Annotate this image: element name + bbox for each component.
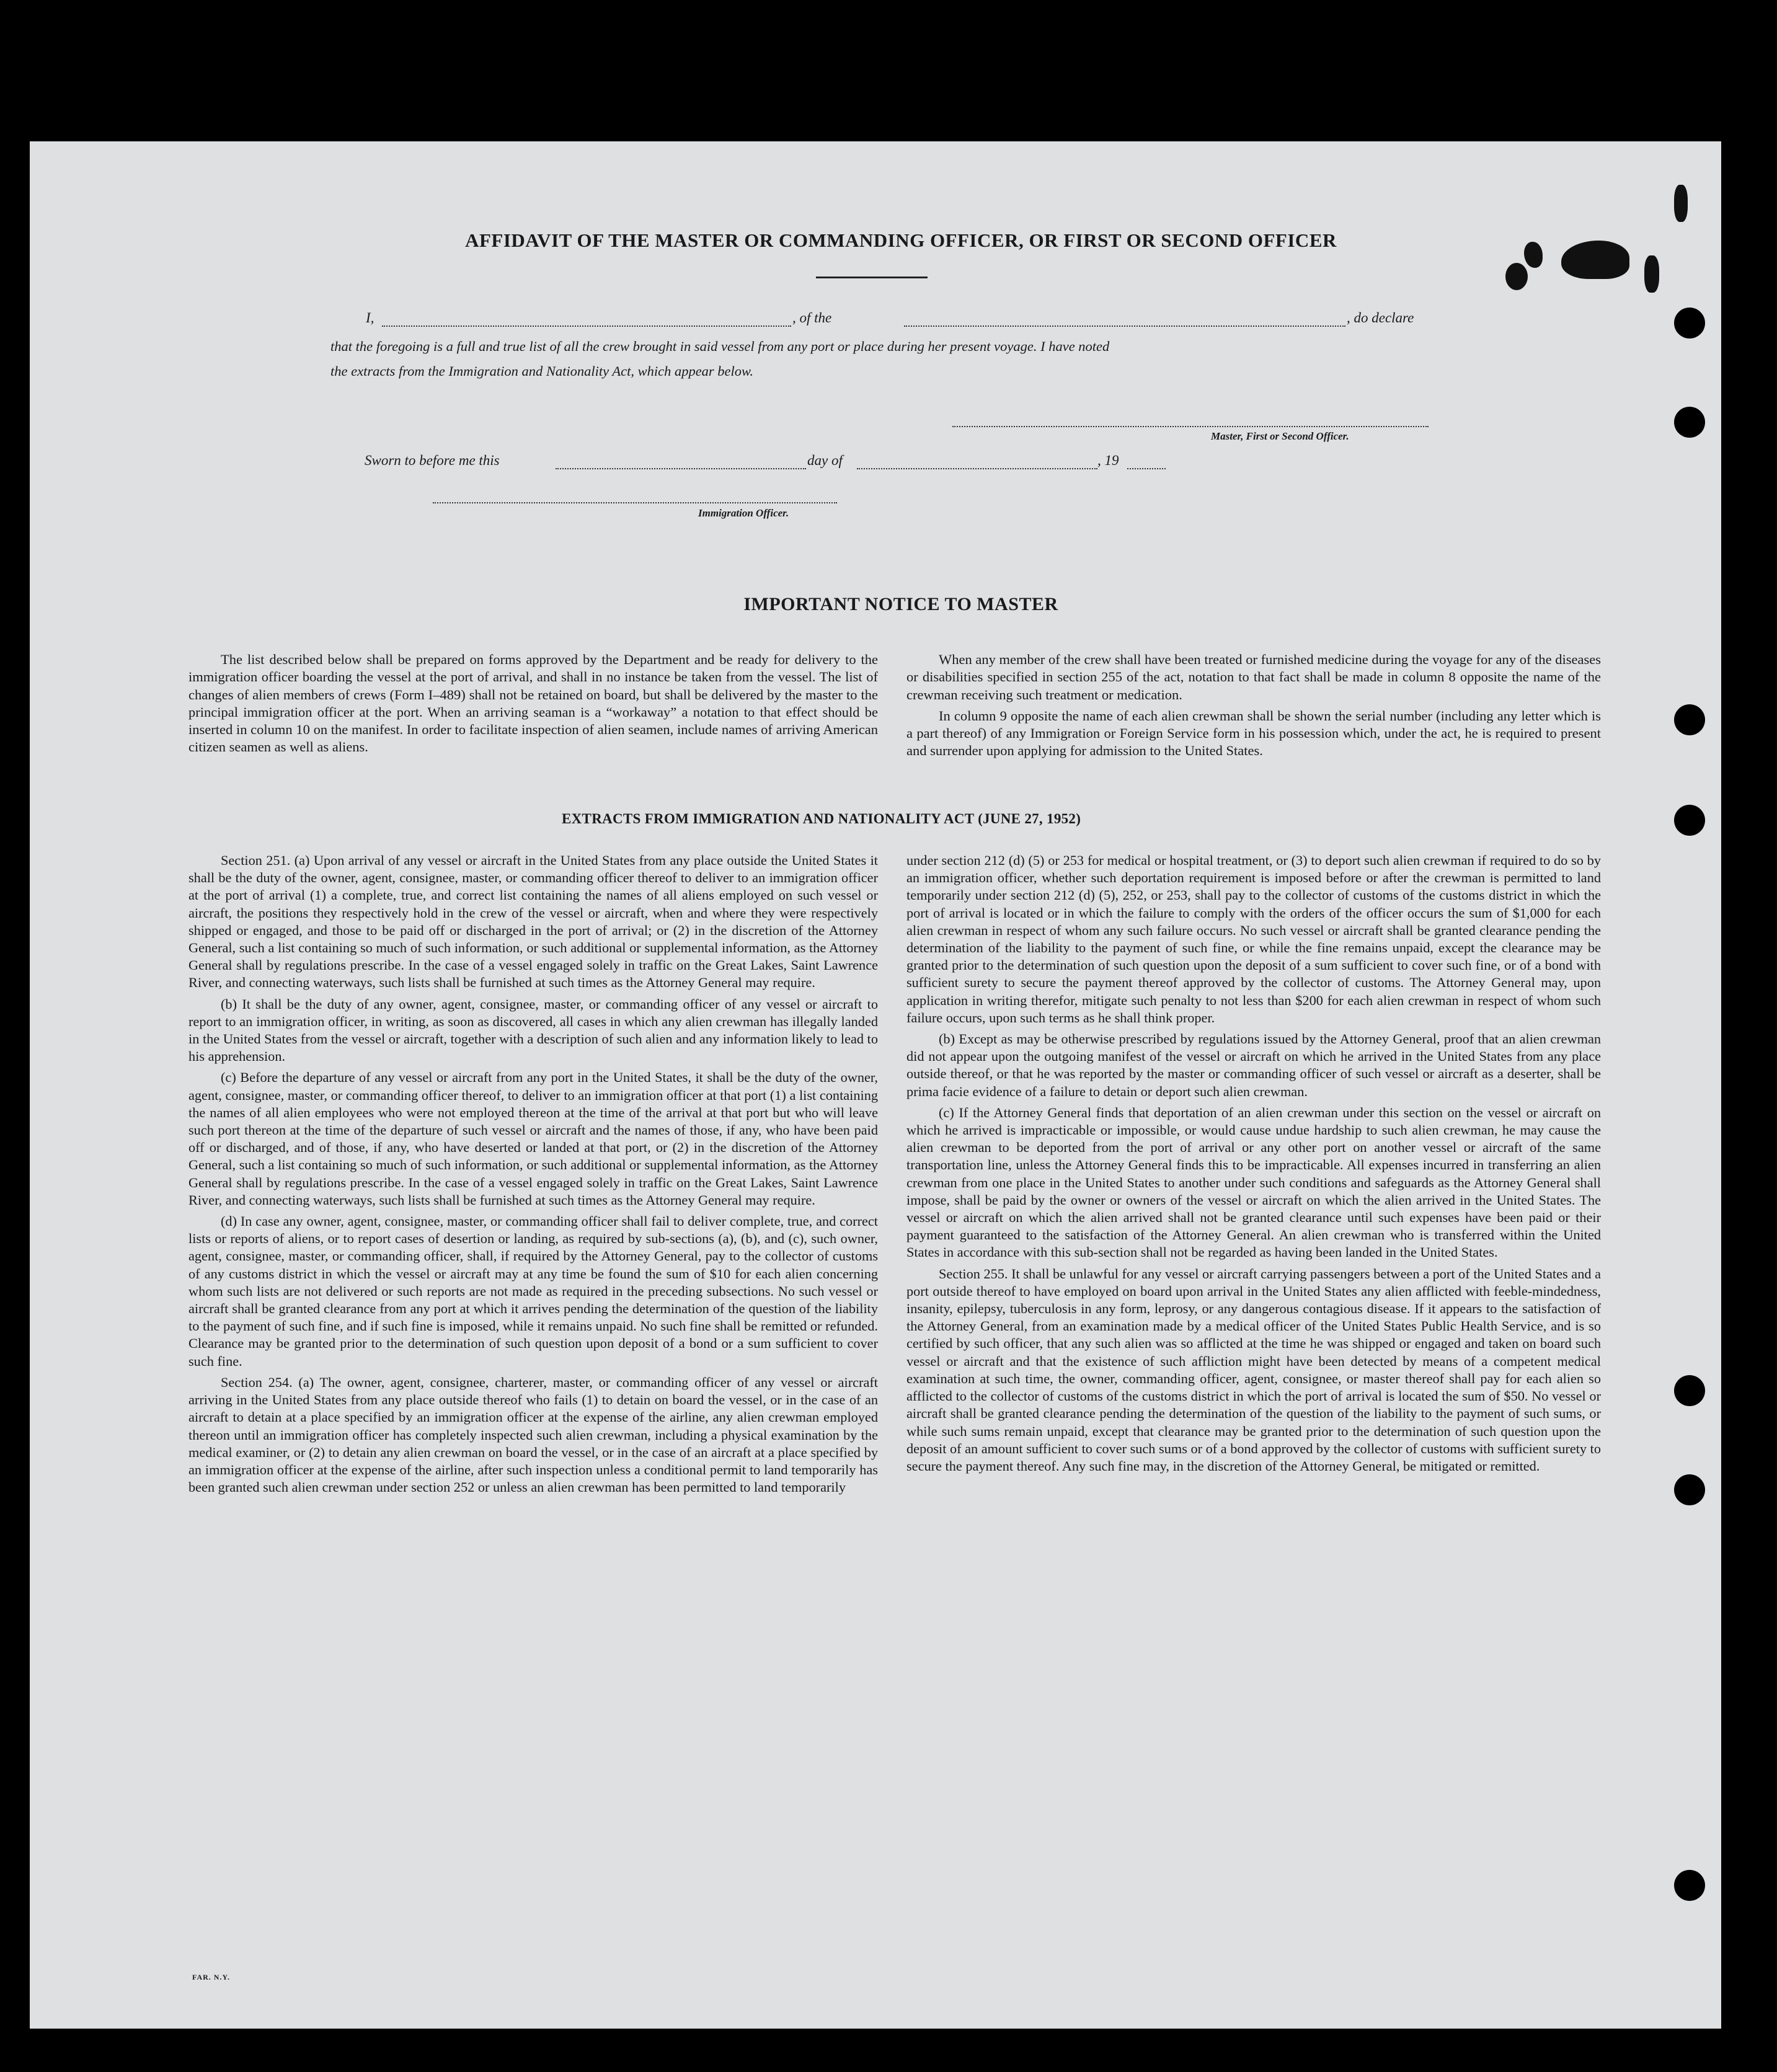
binder-hole — [1674, 1474, 1705, 1505]
sworn-month-field[interactable] — [857, 468, 1097, 469]
extracts-title: EXTRACTS FROM IMMIGRATION AND NATIONALITY ACT (JUNE 27, 1952) — [562, 811, 1081, 826]
notice-right-column — [906, 651, 1601, 764]
vessel-field[interactable] — [904, 325, 1345, 327]
affidavit-title: AFFIDAVIT OF THE MASTER OR COMMANDING OFFICER, OR FIRST OR SECOND OFFICER — [465, 229, 1337, 251]
sworn-year-field[interactable] — [1127, 468, 1166, 469]
master-signature-field[interactable] — [952, 426, 1429, 427]
sworn-label: Sworn to before me this — [365, 453, 500, 468]
section-254-b: (b) Except as may be otherwise prescribed by regulations issued by the Attorney General, proof that an alien crewman did not appear upon the outgoing manifest of the vessel or aircraft on which he arrived in the United States from any place outside thereof, or that he was reported by the master or commanding officer of such vessel or aircraft as a deserter, shall be prima facie evidence of a failure to detain or deport such alien crewman. — [906, 1031, 1601, 1099]
section-254-a: Section 254. (a) The owner, agent, consignee, charterer, master, or commanding officer of any vessel or aircraft arriving in the United States from any place outside thereof who fails (1) to detain on board the vessel, or in the case of an aircraft to detain at a place specified by an immigration officer at the expense of the airline, any alien crewman employed thereon until an immigration officer has completely inspected such alien crewman, including a physical examination by the medical examiner, or (2) to detain any alien crewman on board the vessel, or in the case of an aircraft at a place specified by an immigration officer at the expense of the airline, after such inspection unless a conditional permit to land temporarily has been granted such alien crewman under section 252 or unless an alien crewman has been permitted to land temporarily — [188, 1374, 878, 1495]
affidavit-i-label: I, — [366, 310, 374, 325]
binder-hole — [1674, 308, 1705, 339]
section-251-c: (c) Before the departure of any vessel or aircraft from any port in the United States, it shall be the duty of the owner, agent, consignee, master, or commanding officer thereof, to deliver to an immigration officer at that port (1) a list containing the names of all alien employees who were not employed thereon at the time of the arrival at that port but who will leave such port thereon at the time of the departure of such vessel or aircraft and the names of those, if any, who have been paid off or discharged, and of those, if any, who have deserted or landed at that port, or (2) in the discretion of the Attorney General, such a list containing so much of such information, or such additional or supplemental information, as the Attorney General shall by regulations prescribe. In the case of a vessel engaged solely in traffic on the Great Lakes, Saint Lawrence River, and connecting waterways, such lists shall be furnished at such times as the Attorney General may require. — [188, 1069, 878, 1208]
immigration-officer-caption: Immigration Officer. — [698, 507, 789, 519]
section-251-a: Section 251. (a) Upon arrival of any vessel or aircraft in the United States from any place outside the United States it shall be the duty of the owner, agent, consignee, master, or commanding officer thereof to deliver to an immigration officer at the port of arrival (1) a complete, true, and correct list containing the names of all aliens employed on such vessel or aircraft, the positions they respectively hold in the crew of the vessel or aircraft, when and where they were respectively shipped or engaged, and those to be paid off or discharged in the port of arrival; or (2) in the discretion of the Attorney General, such a list containing so much of such information, or such additional or supplemental information, as the Attorney General shall by regulations prescribe. In the case of a vessel engaged solely in traffic on the Great Lakes, Saint Lawrence River, and connecting waterways, such lists shall be furnished at such times as the Attorney General may require. — [188, 852, 878, 991]
day-of-label: day of — [807, 453, 843, 468]
notice-left-paragraph: The list described below shall be prepared on forms approved by the Department and be ready for delivery to the immigration officer boarding the vessel at the port of arrival, and shall in no instance be taken from the vessel. The list of changes of alien members of crews (Form I–489) shall not be retained on board, but shall be delivered by the master to the principal immigration officer at the port. When an arriving seaman is a “workaway” a notation to that effect should be inserted in column 10 on the manifest. In order to facilitate inspection of alien seamen, include names of arriving American citizen seamen as well as aliens. — [188, 652, 878, 755]
document-page — [30, 141, 1721, 2029]
sworn-day-field[interactable] — [556, 468, 806, 469]
binder-hole — [1674, 805, 1705, 836]
affidavit-statement-line-1: that the foregoing is a full and true list of all the crew brought in said vessel from any port or place during her present voyage. I have noted — [330, 339, 1110, 354]
section-254-a-continued: under section 212 (d) (5) or 253 for medical or hospital treatment, or (3) to deport such alien crewman if required to do so by an immigration officer, whether such deportation requirement is imposed before or after the crewman is permitted to land temporarily under section 212 (d) (5), 252, or 253, shall pay to the collector of customs of the customs district in which the port of arrival is located or in which the failure to comply with the orders of the officer occurs the sum of $1,000 for each alien crewman in respect of whom any such failure occurs. No such vessel or aircraft shall be granted clearance pending the determination of the liability to the payment of such fine, or while the fine remains unpaid, except the clearance may be granted prior to the determination of such question upon the deposit of a sum sufficient to cover such fine, or of a bond with sufficient surety to secure the payment thereof approved by the collector of customs. The Attorney General may, upon application in writing therefor, mitigate such penalty to not less than $200 for each alien crewman in respect of whom such failure occurs, upon such terms as he shall think proper. — [906, 852, 1601, 1025]
binder-hole — [1674, 407, 1705, 438]
notice-left-column — [188, 651, 878, 760]
notice-right-paragraph-1: When any member of the crew shall have been treated or furnished medicine during the voyage for any of the diseases or disabilities specified in section 255 of the act, notation to that fact shall be made in column 8 opposite the name of the crewman receiving such treatment or medication. — [906, 652, 1601, 702]
notice-right-paragraph-2: In column 9 opposite the name of each alien crewman shall be shown the serial number (including any letter which is a part thereof) of any Immigration or Foreign Service form in his possession which, under the act, he is required to present and surrender upon applying for admission to the United States. — [906, 707, 1601, 759]
binder-hole — [1674, 1375, 1705, 1406]
title-underline — [816, 277, 928, 278]
section-251-d: (d) In case any owner, agent, consignee, master, or commanding officer shall fail to deliver complete, true, and correct lists or reports of aliens, or to report cases of desertion or landing, as required by sub-sections (a), (b), and (c), such owner, agent, consignee, master, or commanding officer, shall, if required by the Attorney General, pay to the collector of customs of any customs district in which the vessel or aircraft may at any time be found the sum of $10 for each alien concerning whom such lists are not delivered or such reports are not made as required in the preceding subsections. No such vessel or aircraft shall be granted clearance from any port at which it arrives pending the determination of the question of the liability to the payment of such fine, and if such fine is imposed, while it remains unpaid. No such fine shall be remitted or refunded. Clearance may be granted prior to the determination of such question upon deposit of a bond or a sum sufficient to cover such fine. — [188, 1213, 878, 1369]
extracts-left-column — [188, 852, 878, 1500]
declare-label: , do declare — [1347, 310, 1414, 325]
ink-blot — [1674, 185, 1688, 222]
ink-blot — [1644, 255, 1659, 293]
binder-hole — [1674, 704, 1705, 735]
year-label: , 19 — [1097, 453, 1119, 468]
extracts-right-column — [906, 852, 1601, 1479]
affidavit-statement-line-2: the extracts from the Immigration and Nationality Act, which appear below. — [330, 363, 754, 379]
master-caption: Master, First or Second Officer. — [1211, 430, 1349, 442]
immigration-officer-signature-field[interactable] — [433, 502, 837, 503]
printer-mark: FAR. N.Y. — [192, 1973, 231, 1981]
notice-title: IMPORTANT NOTICE TO MASTER — [743, 594, 1058, 614]
binder-hole — [1674, 1870, 1705, 1901]
of-the-label: , of the — [792, 310, 832, 325]
section-255: Section 255. It shall be unlawful for any vessel or aircraft carrying passengers between a port of the United States and a port outside thereof to have employed on board upon arrival in the United States any alien afflicted with feeble-mindedness, insanity, epilepsy, tuberculosis in any form, leprosy, or any dangerous contagious disease. If it appears to the satisfaction of the Attorney General, from an examination made by a medical officer of the United States Public Health Service, and is so certified by such officer, that any such alien was so afflicted at the time he was shipped or engaged and taken on board such vessel or aircraft and that the existence of such affliction might have been detected by means of a competent medical examination at such time, the owner, commanding officer, agent, consignee, or master thereof shall pay for each alien so afflicted to the collector of customs of the customs district in which the port of arrival is located the sum of $50. No vessel or aircraft shall be granted clearance pending the determination of the question of the liability to the payment of such sums, or while such sums remain unpaid, except that clearance may be granted prior to the determination of such question upon the deposit of an amount sufficient to cover such sums or of a bond approved by the collector of customs with sufficient surety to secure the payment thereof. Any such fine may, in the discretion of the Attorney General, be mitigated or remitted. — [906, 1265, 1601, 1474]
section-251-b: (b) It shall be the duty of any owner, agent, consignee, master, or commanding officer of any vessel or aircraft to report to an immigration officer, in writing, as soon as discovered, all cases in which any alien crewman has illegally landed in the United States from the vessel or aircraft, together with a description of such alien and any information likely to lead to his apprehension. — [188, 996, 878, 1065]
section-254-c: (c) If the Attorney General finds that deportation of an alien crewman under this section on the vessel or aircraft on which he arrived is impracticable or impossible, or would cause undue hardship to such alien crewman, he may cause the alien crewman to be deported from the port of arrival or any other port on another vessel or aircraft of the same transportation line, unless the Attorney General finds this to be impracticable. All expenses incurred in transferring an alien crewman from one place in the United States to another under such conditions and safeguards as the Attorney General shall impose, shall be paid by the owner or owners of the vessel or aircraft on which the alien arrived in the United States. The vessel or aircraft on which the alien arrived shall not be granted clearance until such expenses have been paid or their payment guaranteed to the satisfaction of the Attorney General. An alien crewman who is transferred within the United States in accordance with this sub-section shall not be regarded as having been landed in the United States. — [906, 1104, 1601, 1260]
name-field[interactable] — [382, 325, 791, 327]
ink-blot — [1505, 263, 1528, 290]
